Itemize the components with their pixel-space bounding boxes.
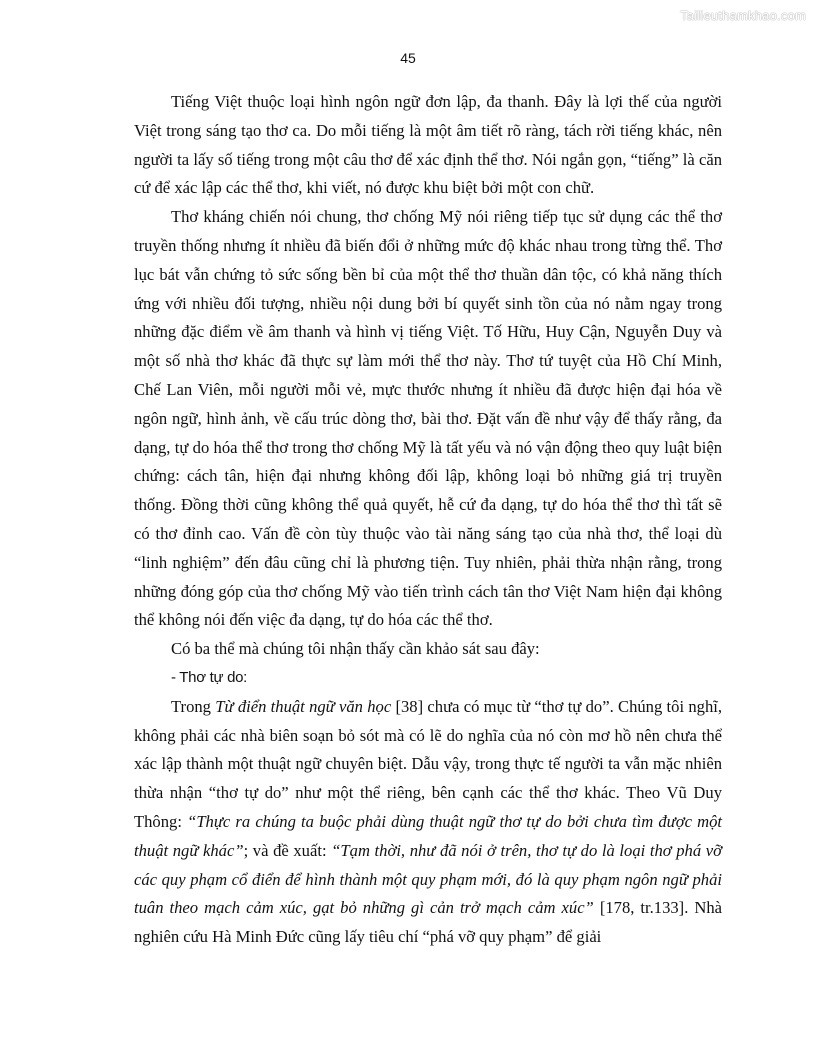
text-run: ; và đề xuất:	[243, 840, 332, 860]
paragraph-3: Có ba thể mà chúng tôi nhận thấy cần khảo sát sau đây:	[171, 639, 540, 659]
italic-book-title: Từ điển thuật ngữ văn học	[215, 696, 392, 716]
italic-quote-2: “Tạm thời, như đã nói ở trên, thơ tự do là loại thơ phá vỡ các quy phạm cổ điển để hình thành một quy phạm mới, đó là quy phạm ngôn ngữ phải tuân theo mạch cảm xúc, gạt bỏ những gì cản trở mạch cảm xúc”	[134, 840, 722, 918]
text-run: [178, tr.133]. Nhà nghiên cứu Hà Minh Đức cũng lấy tiêu chí “phá vỡ quy phạm” để giải	[134, 898, 723, 947]
text-run: [38] chưa có mục từ “thơ tự do”. Chúng tôi nghĩ, không phải các nhà biên soạn bỏ sót mà có lẽ do nghĩa của nó còn mơ hồ nên chưa thể xác lập thành một thuật ngữ chuyên biệt. Dẫu vậy, trong thực tế người ta vẫn mặc nhiên thừa nhận “thơ tự do” như một thể riêng, bên cạnh các thể thơ khác. Theo Vũ Duy Thông:	[134, 696, 722, 831]
paragraph-2: Thơ kháng chiến nói chung, thơ chống Mỹ nói riêng tiếp tục sử dụng các thể thơ truyền thống nhưng ít nhiều đã biến đổi ở những mức độ khác nhau trong từng thể. Thơ lục bát vẫn chứng tỏ sức sống bền bỉ của một thể thơ thuần dân tộc, có khả năng thích ứng với nhiều đối tượng, nhiều nội dung bởi bí quyết sinh tồn của nó nằm ngay trong những đặc điểm về âm thanh và hình vị tiếng Việt. Tố Hữu, Huy Cận, Nguyễn Duy và một số nhà thơ khác đã thực sự làm mới thể thơ này. Thơ tứ tuyệt của Hồ Chí Minh, Chế Lan Viên, mỗi người mỗi vẻ, mực thước nhưng ít nhiều đã được hiện đại hóa về ngôn ngữ, hình ảnh, về cấu trúc dòng thơ, bài thơ. Đặt vấn đề như vậy để thấy rằng, đa dạng, tự do hóa thể thơ trong thơ chống Mỹ là tất yếu và nó vận động theo quy luật biện chứng: cách tân, hiện đại nhưng không đối lập, không loại bỏ những giá trị truyền thống. Đồng thời cũng không thể quả quyết, hễ cứ đa dạng, tự do hóa thể thơ thì tất sẽ có thơ đỉnh cao. Vấn đề còn tùy thuộc vào tài năng sáng tạo của nhà thơ, thể loại dù “linh nghiệm” đến đâu cũng chỉ là phương tiện. Tuy nhiên, phải thừa nhận rằng, trong những đóng góp của thơ chống Mỹ vào tiến trình cách tân thơ Việt Nam hiện đại không thể không nói đến việc đa dạng, tự do hóa các thể thơ.	[134, 207, 722, 630]
document-body	[134, 88, 722, 952]
paragraph-4	[134, 693, 722, 952]
paragraph-1: Tiếng Việt thuộc loại hình ngôn ngữ đơn lập, đa thanh. Đây là lợi thế của người Việt trong sáng tạo thơ ca. Do mỗi tiếng là một âm tiết rõ ràng, tách rời tiếng khác, nên người ta lấy số tiếng trong một câu thơ để xác định thể thơ. Nói ngắn gọn, “tiếng” là căn cứ để xác lập các thể thơ, khi viết, nó được khu biệt bởi một con chữ.	[134, 92, 722, 198]
page-number: 45	[400, 50, 416, 66]
text-run: Trong	[171, 696, 216, 716]
section-heading-free-verse: - Thơ tự do:	[171, 668, 248, 686]
watermark: Tailieuthamkhao.com	[680, 8, 806, 23]
italic-quote-1: “Thực ra chúng ta buộc phải dùng thuật ngữ thơ tự do bởi chưa tìm được một thuật ngữ khác”	[134, 811, 722, 860]
